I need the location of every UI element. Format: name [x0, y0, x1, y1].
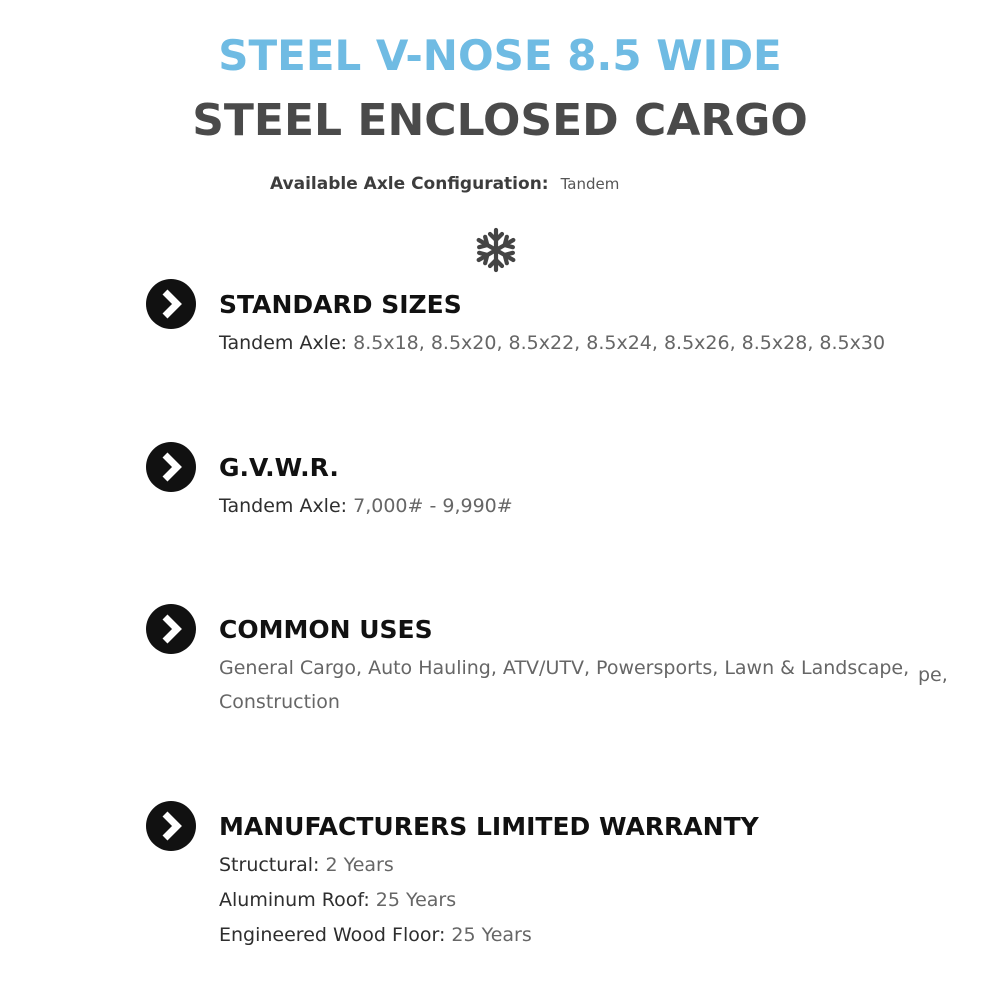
section-heading: MANUFACTURERS LIMITED WARRANTY: [219, 812, 759, 841]
snowflake-icon: [472, 226, 520, 274]
chevron-right-circle-icon: [145, 441, 197, 493]
detail-line: [219, 887, 456, 913]
detail-value: 25 Years: [445, 924, 532, 946]
detail-value: 7,000# - 9,990#: [347, 495, 513, 517]
axle-configuration: [270, 174, 619, 194]
axle-configuration-value: Tandem: [560, 175, 620, 193]
detail-line: [219, 852, 394, 878]
detail-value: 2 Years: [319, 854, 394, 876]
section-heading: COMMON USES: [219, 615, 433, 644]
detail-line: [219, 330, 885, 356]
detail-value: Construction: [219, 691, 340, 713]
page-title: STEEL V-NOSE 8.5 WIDE: [218, 31, 782, 80]
page-subtitle: STEEL ENCLOSED CARGO: [192, 95, 808, 146]
detail-value: General Cargo, Auto Hauling, ATV/UTV, Powersports, Lawn & Landscape,: [219, 657, 910, 679]
detail-value: 25 Years: [369, 889, 457, 911]
section-heading: STANDARD SIZES: [219, 290, 462, 319]
chevron-right-circle-icon: [145, 278, 197, 330]
detail-key: Engineered Wood Floor:: [219, 924, 446, 946]
overflow-text-fragment: pe,: [918, 664, 948, 686]
detail-line: [219, 922, 532, 948]
detail-key: Structural:: [219, 854, 320, 876]
detail-line: [219, 493, 513, 519]
detail-line: [219, 689, 340, 715]
chevron-right-circle-icon: [145, 800, 197, 852]
detail-value: 8.5x18, 8.5x20, 8.5x22, 8.5x24, 8.5x26, 8.5x28, 8.5x30: [347, 332, 886, 354]
axle-configuration-label: Available Axle Configuration:: [270, 174, 549, 194]
detail-key: Aluminum Roof:: [219, 889, 370, 911]
chevron-right-circle-icon: [145, 603, 197, 655]
detail-key: Tandem Axle:: [219, 495, 348, 517]
section-heading: G.V.W.R.: [219, 453, 339, 482]
detail-key: Tandem Axle:: [219, 332, 348, 354]
detail-line: [219, 655, 909, 681]
